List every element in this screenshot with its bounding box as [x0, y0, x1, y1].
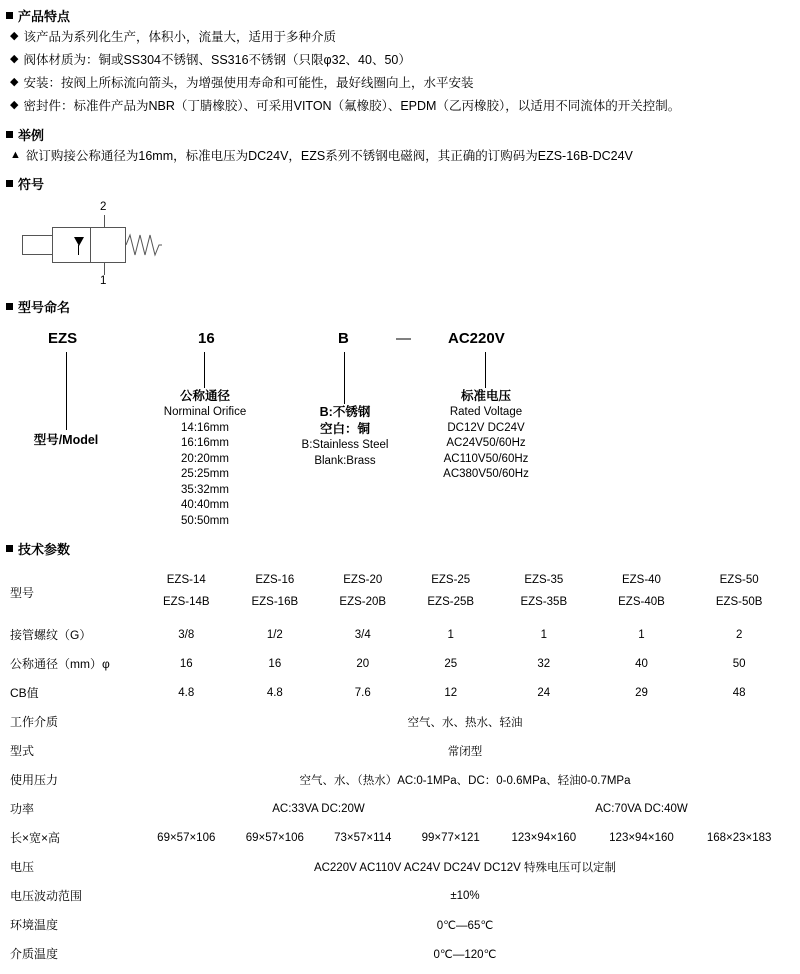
row-label: 公称通径（mm）φ — [10, 657, 110, 672]
naming-size-option: 25:25mm — [181, 468, 229, 481]
naming-code-model: EZS — [48, 330, 78, 348]
naming-line-model — [66, 352, 67, 430]
cell-medium: 空气、水、热水、轻油 — [407, 716, 523, 729]
diamond-bullet-icon: ◆ — [10, 98, 19, 111]
symbol-port-1-label: 1 — [100, 275, 107, 288]
naming-model-label: 型号/Model — [33, 433, 99, 448]
naming-material-block — [280, 404, 410, 469]
cell-cb: 7.6 — [354, 686, 371, 699]
cell-power-left: AC:33VA DC:20W — [272, 802, 365, 815]
cell-model: EZS-40 EZS-40B — [618, 574, 665, 609]
row-label: 功率 — [10, 802, 35, 817]
row-label: CB值 — [10, 686, 39, 701]
cell-thread: 1 — [447, 628, 454, 641]
table-row — [8, 881, 788, 910]
naming-voltage-option: AC110V50/60Hz — [443, 452, 529, 465]
example-item — [10, 148, 800, 165]
cell-orifice: 32 — [537, 657, 551, 670]
symbol-port-2-label: 2 — [100, 201, 107, 214]
row-label: 接管螺纹（G） — [10, 628, 92, 643]
row-label: 型式 — [10, 744, 35, 759]
naming-code-voltage: AC220V — [448, 330, 505, 348]
table-row — [8, 707, 788, 736]
model-naming-diagram — [0, 324, 800, 539]
table-row — [8, 620, 788, 649]
square-bullet-icon — [6, 131, 13, 138]
cell-model: EZS-25 EZS-25B — [427, 574, 475, 609]
tech-title: 技术参数 — [18, 542, 71, 558]
cell-cb: 24 — [537, 686, 551, 699]
cell-type: 常闭型 — [447, 745, 483, 758]
square-bullet-icon — [6, 12, 13, 19]
cell-cb: 12 — [444, 686, 458, 699]
cell-orifice: 25 — [444, 657, 458, 670]
naming-title: 型号命名 — [18, 300, 71, 316]
cell-model: EZS-20 EZS-20B — [339, 574, 387, 609]
section-heading-features — [6, 6, 800, 25]
table-row — [8, 794, 788, 823]
naming-size-title-cn: 公称通径 — [179, 389, 230, 404]
feature-text: 密封件：标准件产品为NBR（丁腈橡胶）、可采用VITON（氟橡胶）、EPDM（乙丙橡胶），以适用不同流体的开关控制。 — [23, 98, 681, 113]
symbol-solenoid-icon — [22, 235, 52, 255]
cell-orifice: 40 — [635, 657, 648, 670]
example-title: 举例 — [18, 127, 45, 143]
feature-text: 安装：按阀上所标流向箭头，为增强使用寿命和可能性，最好线圈向上，水平安装 — [23, 75, 474, 90]
naming-size-title-en: Norminal Orifice — [163, 406, 247, 419]
symbol-flow-arrow-icon — [74, 237, 84, 246]
cell-ambient-temp: 0℃—65℃ — [436, 919, 494, 932]
square-bullet-icon — [6, 545, 13, 552]
cell-model: EZS-35 EZS-35B — [520, 574, 568, 609]
naming-line-voltage — [485, 352, 486, 388]
naming-size-option: 50:50mm — [181, 514, 229, 527]
diamond-bullet-icon: ◆ — [10, 30, 19, 42]
naming-voltage-title-cn: 标准电压 — [460, 389, 511, 404]
cell-dims: 123×94×160 — [511, 831, 577, 844]
naming-voltage-option: AC24V50/60Hz — [446, 437, 526, 450]
feature-item — [10, 98, 800, 115]
table-row — [8, 852, 788, 881]
section-heading-naming — [6, 297, 800, 316]
symbol-port-2-line — [104, 215, 105, 227]
cell-dims: 168×23×183 — [706, 831, 772, 844]
section-heading-tech — [6, 539, 800, 558]
valve-symbol-diagram — [12, 199, 192, 289]
cell-cb: 29 — [635, 686, 648, 699]
naming-code-material: B — [338, 330, 349, 348]
cell-cb: 4.8 — [266, 686, 283, 699]
cell-dims: 99×77×121 — [421, 831, 480, 844]
symbol-title: 符号 — [18, 177, 45, 193]
naming-size-option: 40:40mm — [181, 499, 229, 512]
naming-size-block — [144, 388, 266, 529]
naming-material-line: B:不锈钢 — [319, 405, 371, 420]
features-title: 产品特点 — [18, 9, 71, 24]
row-label: 长×宽×高 — [10, 831, 61, 846]
cell-pressure: 空气、水、（热水）AC:0-1MPa、DC：0-0.6MPa、轻油0-0.7MPa — [299, 774, 631, 787]
cell-dims: 73×57×114 — [334, 831, 392, 844]
cell-dims: 123×94×160 — [609, 831, 674, 844]
cell-orifice: 16 — [179, 657, 193, 670]
cell-voltage-range: ±10% — [450, 889, 480, 902]
feature-item — [10, 29, 800, 46]
table-row — [8, 564, 788, 620]
section-heading-symbol — [6, 174, 800, 193]
naming-line-size — [204, 352, 205, 388]
row-label: 环境温度 — [10, 918, 59, 933]
row-label: 工作介质 — [10, 715, 59, 730]
cell-model: EZS-16 EZS-16B — [251, 574, 299, 609]
naming-line-material — [344, 352, 345, 404]
naming-size-option: 14:16mm — [181, 421, 229, 434]
section-heading-example — [6, 125, 800, 144]
cell-thread: 1/2 — [266, 628, 283, 641]
example-text: 欲订购接公称通径为16mm，标准电压为DC24V，EZS系列不锈钢电磁阀，其正确的订购码为EZS-16B-DC24V — [25, 148, 633, 163]
naming-dash: — — [396, 330, 411, 348]
naming-material-line: B:Stainless Steel — [301, 439, 389, 452]
row-label: 电压 — [10, 860, 35, 875]
row-label: 使用压力 — [10, 773, 59, 788]
cell-thread: 1 — [638, 628, 645, 641]
naming-voltage-title-en: Rated Voltage — [449, 406, 523, 419]
table-row — [8, 910, 788, 939]
table-row — [8, 823, 788, 852]
cell-thread: 1 — [540, 628, 548, 641]
cell-dims: 69×57×106 — [157, 831, 216, 844]
cell-dims: 69×57×106 — [245, 831, 304, 844]
cell-voltage: AC220V AC110V AC24V DC24V DC12V 特殊电压可以定制 — [313, 861, 617, 874]
naming-size-option: 16:16mm — [181, 437, 229, 450]
cell-thread: 3/8 — [178, 628, 195, 641]
square-bullet-icon — [6, 303, 13, 310]
datasheet-page — [0, 6, 800, 974]
spec-table — [8, 564, 788, 968]
symbol-valve-body — [52, 227, 126, 263]
naming-voltage-option: AC380V50/60Hz — [443, 468, 529, 481]
diamond-bullet-icon: ◆ — [10, 75, 19, 88]
cell-thread: 3/4 — [354, 628, 371, 641]
row-label: 电压波动范围 — [10, 889, 83, 904]
cell-thread: 2 — [735, 628, 743, 641]
naming-material-line: Blank:Brass — [314, 454, 376, 467]
table-row — [8, 939, 788, 968]
cell-cb: 4.8 — [178, 686, 195, 699]
diamond-bullet-icon: ◆ — [10, 52, 19, 65]
symbol-body-divider — [90, 228, 91, 262]
cell-medium-temp: 0℃—120℃ — [433, 948, 497, 961]
naming-material-line: 空白：铜 — [319, 422, 370, 437]
symbol-port-1-line — [104, 263, 105, 275]
table-row — [8, 678, 788, 707]
naming-size-option: 20:20mm — [181, 452, 229, 465]
row-label: 介质温度 — [10, 947, 59, 962]
table-row — [8, 765, 788, 794]
feature-text: 该产品为系列化生产，体积小，流量大，适用于多种介质 — [23, 30, 336, 44]
symbol-flow-arrow-stem — [78, 245, 79, 255]
feature-text: 阀体材质为：铜或SS304不锈钢、SS316不锈钢（只限φ32、40、50） — [23, 52, 411, 67]
naming-voltage-block — [420, 388, 552, 482]
cell-cb: 48 — [732, 686, 746, 699]
symbol-spring-icon — [126, 231, 162, 259]
table-row — [8, 736, 788, 765]
naming-size-option: 35:32mm — [181, 483, 229, 496]
cell-model: EZS-50 EZS-50B — [715, 574, 763, 609]
square-bullet-icon — [6, 180, 13, 187]
row-label: 型号 — [10, 585, 35, 600]
cell-orifice: 16 — [268, 657, 282, 670]
feature-item — [10, 75, 800, 92]
table-row — [8, 649, 788, 678]
feature-item — [10, 52, 800, 69]
naming-code-size: 16 — [198, 330, 215, 348]
cell-orifice: 20 — [356, 657, 370, 670]
cell-power-right: AC:70VA DC:40W — [595, 802, 688, 815]
triangle-bullet-icon: ▲ — [10, 148, 21, 161]
cell-model: EZS-14 EZS-14B — [162, 574, 210, 609]
cell-orifice: 50 — [732, 657, 746, 670]
naming-voltage-option: DC12V DC24V — [447, 421, 525, 434]
